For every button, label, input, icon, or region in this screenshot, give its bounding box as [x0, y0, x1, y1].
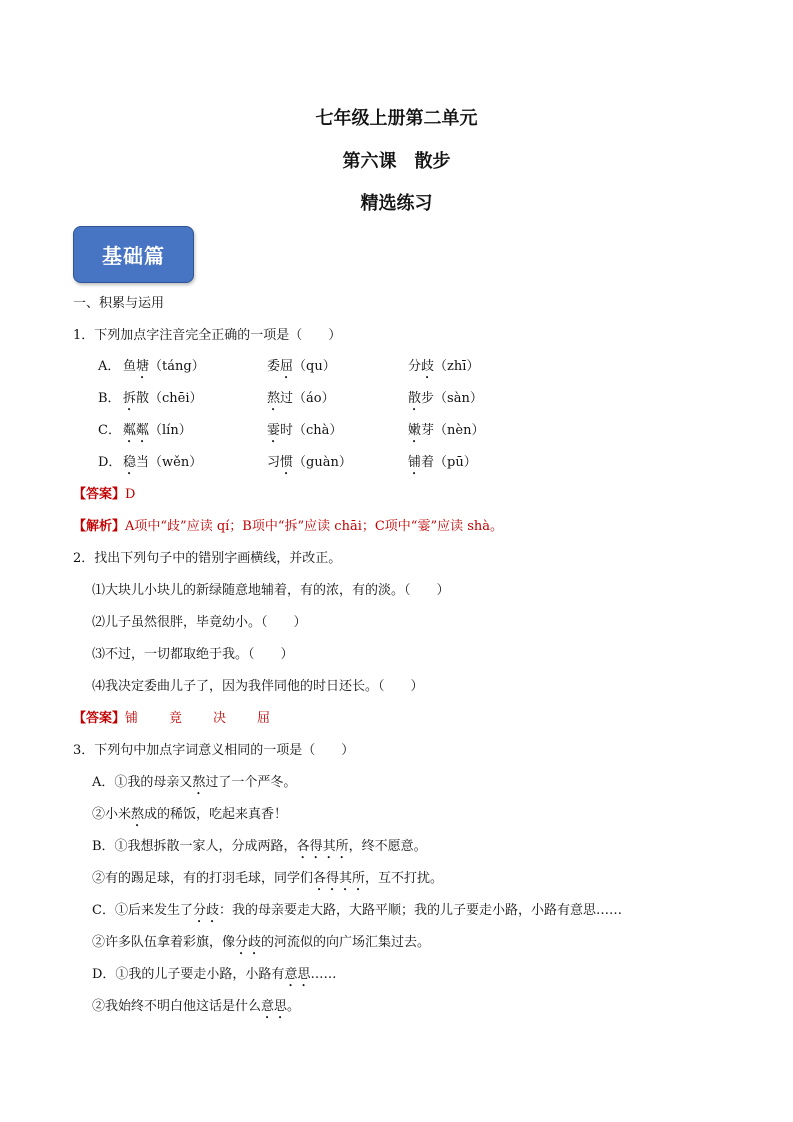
basic-level-badge: 基础篇	[73, 226, 194, 283]
option-cell	[267, 451, 352, 478]
line-text: C．①后来发生了	[92, 903, 193, 918]
title-lesson: 第六课 散步	[342, 151, 451, 172]
dotted-char: 嫩	[408, 423, 422, 438]
answer-char: 铺	[125, 711, 139, 726]
line-text: ，互不打扰。	[365, 871, 444, 886]
answer-char: 屈	[257, 711, 271, 726]
word-part: 芽	[421, 423, 435, 438]
option-cell	[123, 419, 192, 446]
dotted-word: 分歧	[192, 903, 219, 918]
dotted-char: 稳	[123, 455, 137, 470]
q2-answer	[73, 707, 301, 726]
q3-line	[92, 963, 336, 990]
option-cell	[408, 451, 477, 478]
answer-tag: 【答案】	[73, 487, 126, 502]
option-cell	[267, 419, 342, 446]
pinyin: （wěn）	[149, 455, 203, 470]
word-part: 散	[136, 391, 150, 406]
dotted-word: 意思	[284, 967, 311, 982]
q2-item: ⑵儿子虽然很胖，毕竟幼小。（ ）	[92, 615, 307, 630]
word-part: 分	[408, 359, 422, 374]
line-text: ：我的母亲要走大路，大路平顺；我的儿子要走小路，小路有意思……	[218, 903, 622, 918]
option-cell	[267, 355, 336, 382]
pinyin: （sàn）	[434, 391, 483, 406]
line-text: B．①我想拆散一家人，分成两路，	[92, 839, 297, 854]
line-text: 成的稀饭，吃起来真香！	[144, 807, 288, 822]
option-cell	[123, 355, 205, 382]
line-text: 过了一个严冬。	[205, 775, 297, 790]
dotted-word: 意思	[261, 999, 288, 1014]
line-text: 的河流似的向广场汇集过去。	[261, 935, 431, 950]
dotted-word: 熬	[131, 807, 145, 822]
answer-tag: 【答案】	[73, 711, 126, 726]
pinyin: （nèn）	[434, 423, 485, 438]
pinyin: （lín）	[149, 423, 192, 438]
dotted-char: 屈	[280, 359, 294, 374]
option-cell	[267, 387, 335, 414]
option-cell	[408, 419, 484, 446]
answer-value: D	[125, 487, 136, 502]
q3-line	[92, 771, 296, 798]
option-letter: B．	[98, 391, 121, 406]
pinyin: （pū）	[434, 455, 477, 470]
q1-analysis	[73, 515, 503, 534]
q2-item: ⑴大块儿小块儿的新绿随意地辅着，有的浓，有的淡。（ ）	[92, 583, 450, 598]
option-cell	[408, 355, 479, 382]
title-exercise: 精选练习	[360, 193, 433, 214]
q3-line	[92, 899, 622, 926]
pinyin: （qu）	[293, 359, 336, 374]
option-letter: A．	[98, 359, 121, 374]
option-cell	[123, 387, 203, 414]
q3-line	[92, 835, 427, 862]
line-text: ②许多队伍拿着彩旗，像	[92, 935, 236, 950]
word-part: 时	[280, 423, 294, 438]
q3-line	[92, 995, 300, 1022]
answer-char: 决	[213, 711, 227, 726]
dotted-char: 霎	[267, 423, 281, 438]
line-text: ……	[310, 967, 337, 982]
q1-stem: 1．下列加点字注音完全正确的一项是（ ）	[73, 328, 342, 343]
option-cell	[408, 387, 483, 414]
dotted-char: 熬	[267, 391, 281, 406]
pinyin: （táng）	[149, 359, 205, 374]
dotted-word: 分歧	[235, 935, 262, 950]
q3-line	[92, 803, 287, 830]
dotted-char: 塘	[136, 359, 150, 374]
line-text: ②我始终不明白他这话是什么	[92, 999, 262, 1014]
dotted-char: 惯	[280, 455, 294, 470]
line-text: 。	[287, 999, 301, 1014]
line-text: D．①我的儿子要走小路，小路有	[92, 967, 285, 982]
dotted-word: 熬	[192, 775, 206, 790]
word-part: 过	[280, 391, 294, 406]
line-text: ②小米	[92, 807, 132, 822]
pinyin: （chēi）	[149, 391, 203, 406]
dotted-char: 粼粼	[123, 423, 150, 438]
answer-char: 竟	[169, 711, 183, 726]
dotted-char: 铺	[408, 455, 422, 470]
q2-item: ⑷我决定委曲儿子了，因为我伴同他的时日还长。（ ）	[92, 679, 424, 694]
q3-stem: 3．下列句中加点字词意义相同的一项是（ ）	[73, 743, 355, 758]
word-part: 当	[136, 455, 150, 470]
word-part: 鱼	[123, 359, 137, 374]
line-text: ，终不愿意。	[348, 839, 427, 854]
option-letter: C．	[98, 423, 121, 438]
word-part: 习	[267, 455, 281, 470]
analysis-tag: 【解析】	[73, 519, 126, 534]
line-text: ②有的踢足球，有的打羽毛球，同学们	[92, 871, 314, 886]
dotted-word: 各得其所	[313, 871, 366, 886]
q1-answer	[73, 483, 135, 502]
word-part: 步	[421, 391, 435, 406]
pinyin: （guàn）	[293, 455, 352, 470]
q2-stem: 2．找出下列句子中的错别字画横线，并改正。	[73, 551, 342, 566]
q3-line	[92, 867, 443, 894]
word-part: 着	[421, 455, 435, 470]
line-text: A．①我的母亲又	[92, 775, 193, 790]
option-cell	[123, 451, 202, 478]
pinyin: （áo）	[293, 391, 335, 406]
word-part: 委	[267, 359, 281, 374]
dotted-word: 各得其所	[296, 839, 349, 854]
dotted-char: 歧	[421, 359, 435, 374]
section-heading: 一、积累与运用	[73, 296, 165, 311]
dotted-char: 拆	[123, 391, 137, 406]
title-grade-unit: 七年级上册第二单元	[315, 108, 478, 129]
dotted-char: 散	[408, 391, 422, 406]
q3-line	[92, 931, 430, 958]
pinyin: （zhī）	[434, 359, 480, 374]
pinyin: （chà）	[293, 423, 343, 438]
q2-item: ⑶不过，一切都取绝于我。（ ）	[92, 647, 294, 662]
option-letter: D．	[98, 455, 122, 470]
analysis-text: A项中“歧”应读 qí；B项中“拆”应读 chāi；C项中“霎”应读 shà。	[125, 519, 504, 534]
